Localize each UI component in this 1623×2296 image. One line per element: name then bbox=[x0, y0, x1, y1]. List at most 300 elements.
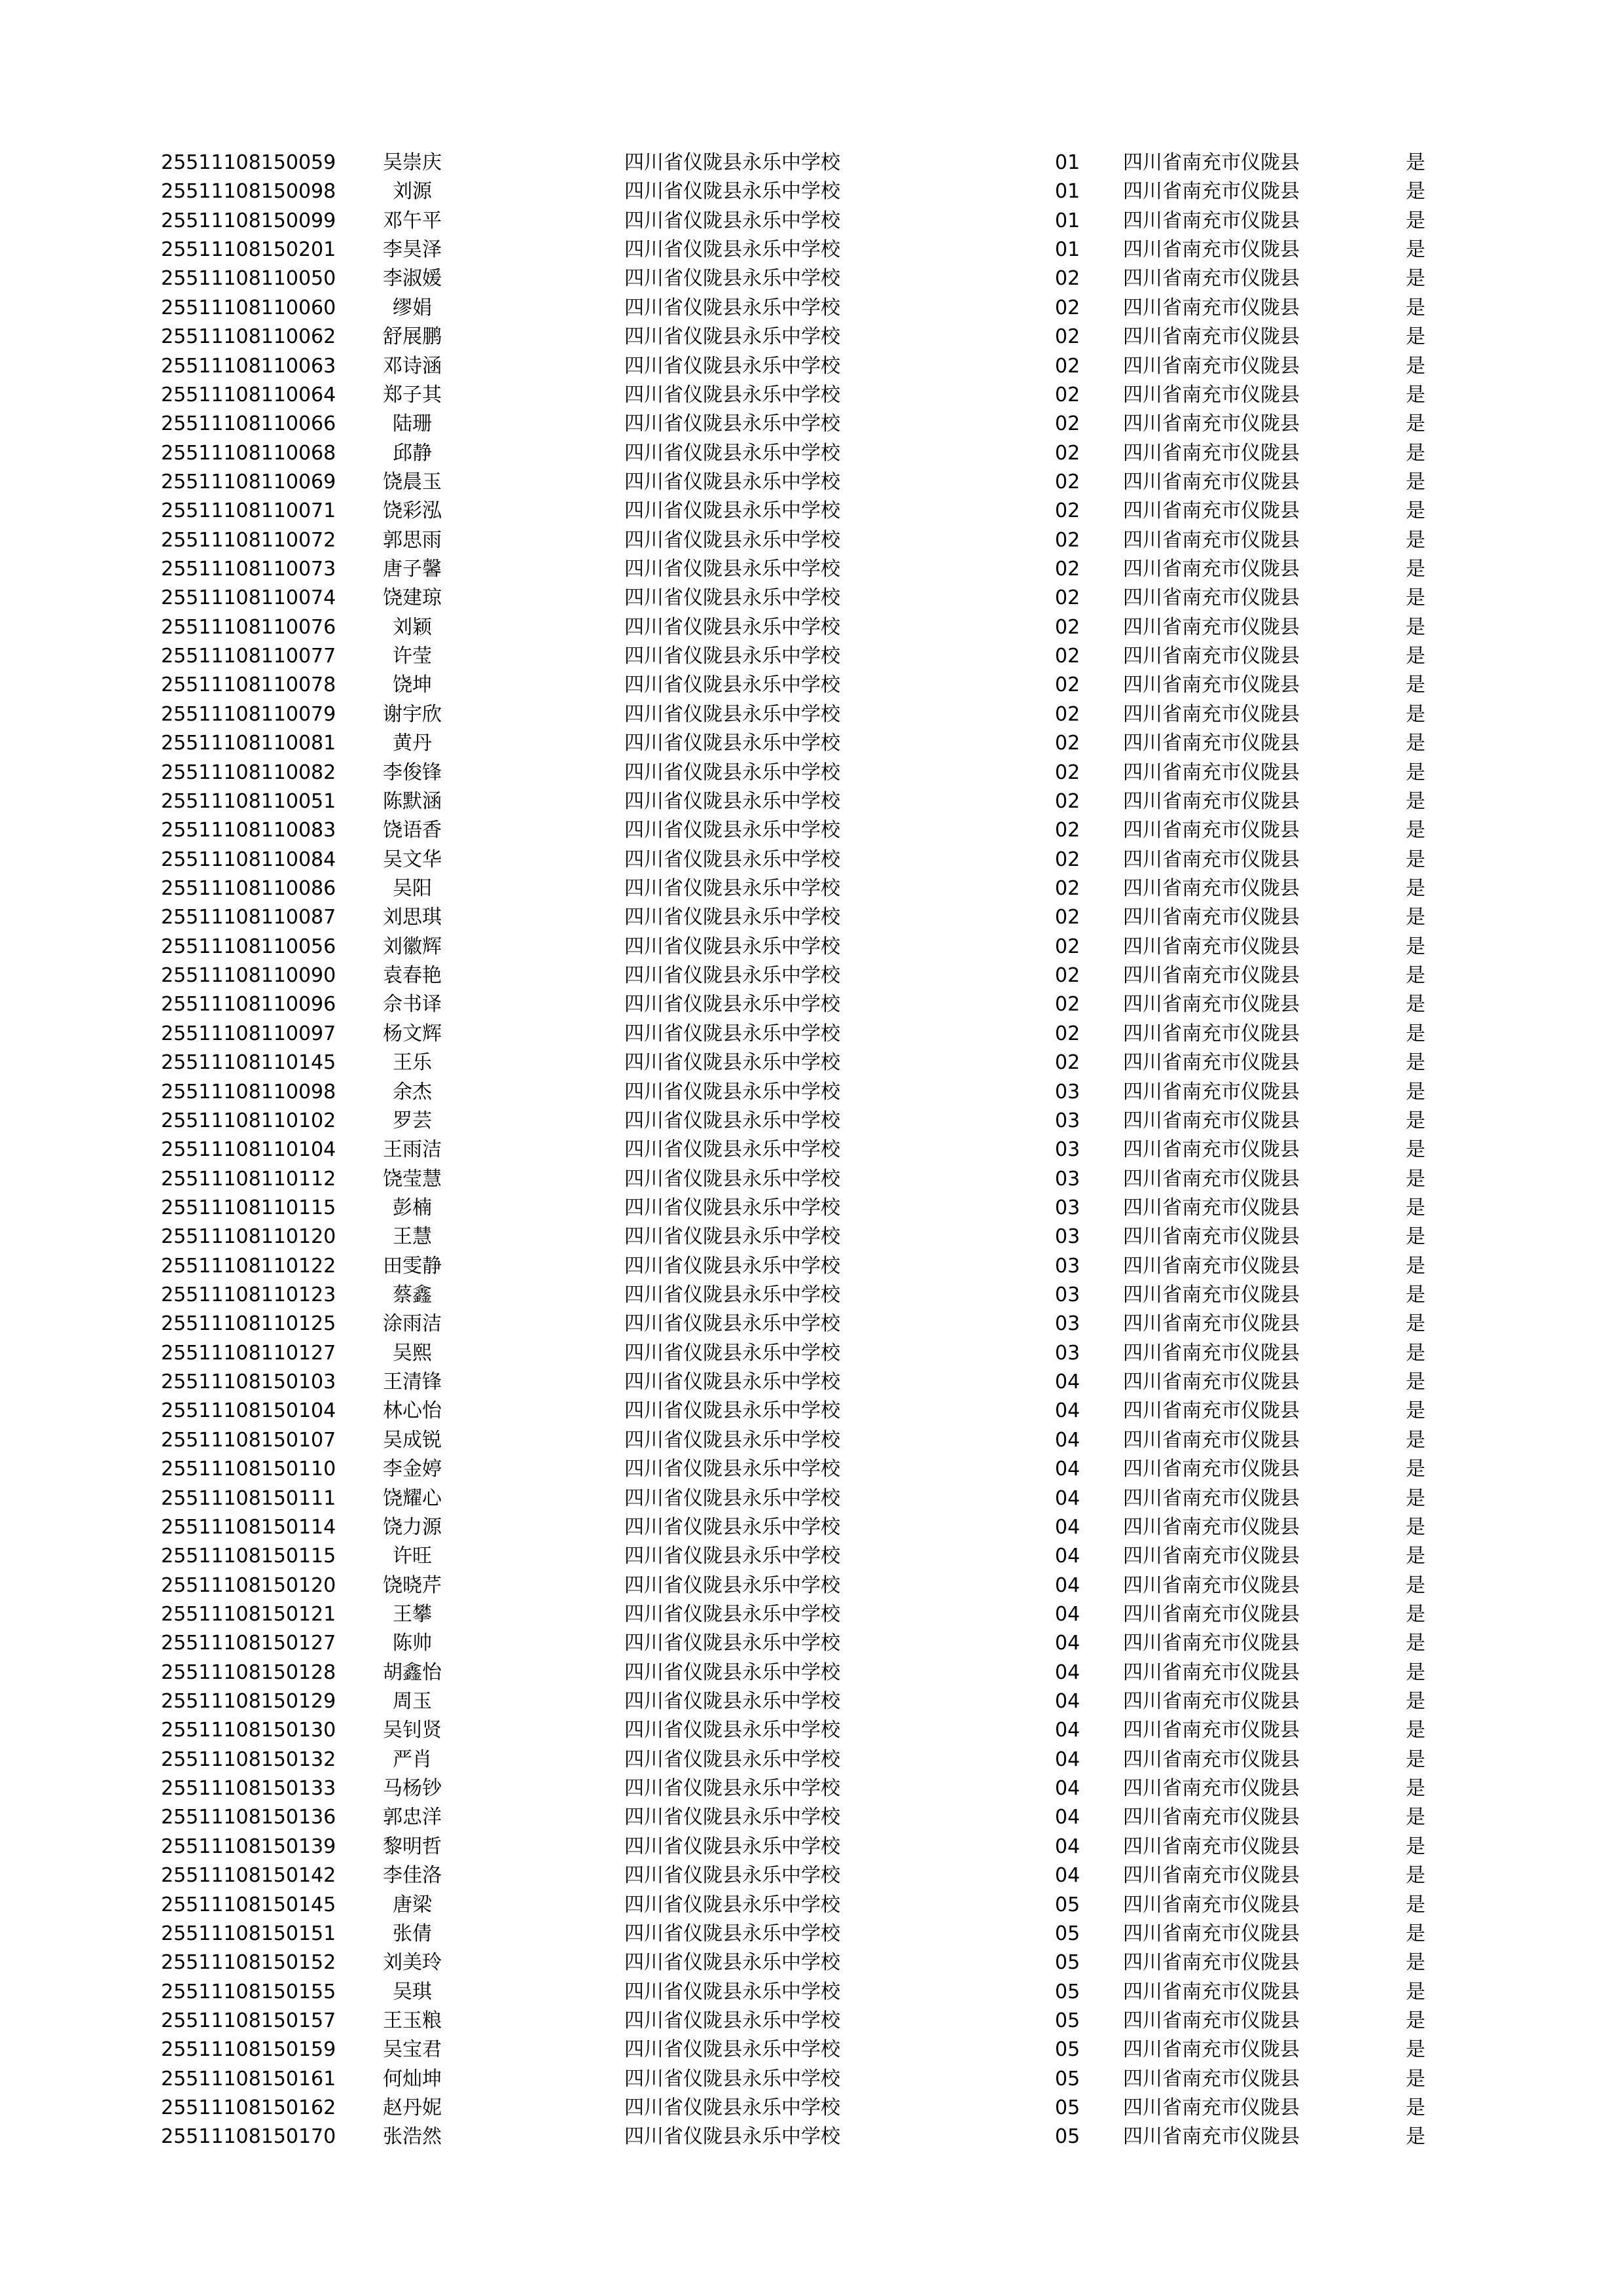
table-row bbox=[0, 1426, 1623, 1455]
status-flag-cell: 是 bbox=[1406, 848, 1425, 871]
school-cell: 四川省仪陇县永乐中学校 bbox=[624, 1080, 840, 1103]
school-cell: 四川省仪陇县永乐中学校 bbox=[624, 1428, 840, 1452]
region-cell: 四川省南充市仪陇县 bbox=[1123, 1022, 1300, 1045]
table-row bbox=[0, 381, 1623, 410]
exam-id-cell: 25511108110120 bbox=[161, 1225, 336, 1249]
school-cell: 四川省仪陇县永乐中学校 bbox=[624, 1486, 840, 1510]
student-name-cell: 饶莹慧 bbox=[383, 1167, 442, 1191]
table-row bbox=[0, 816, 1623, 845]
status-flag-cell: 是 bbox=[1406, 1835, 1425, 1858]
status-flag-cell: 是 bbox=[1406, 412, 1425, 436]
school-cell: 四川省仪陇县永乐中学校 bbox=[624, 1051, 840, 1075]
status-flag-cell: 是 bbox=[1406, 1022, 1425, 1045]
student-name-cell: 谢宇欣 bbox=[383, 702, 442, 726]
region-cell: 四川省南充市仪陇县 bbox=[1123, 848, 1300, 871]
school-cell: 四川省仪陇县永乐中学校 bbox=[624, 1632, 840, 1655]
table-row bbox=[0, 1455, 1623, 1484]
table-row bbox=[0, 1774, 1623, 1803]
student-name-cell: 王清锋 bbox=[383, 1371, 442, 1394]
table-row bbox=[0, 1397, 1623, 1426]
table-row bbox=[0, 1078, 1623, 1107]
table-row bbox=[0, 1687, 1623, 1716]
class-code-cell: 04 bbox=[1055, 1748, 1080, 1771]
table-row bbox=[0, 1136, 1623, 1164]
student-name-cell: 饶力源 bbox=[383, 1515, 442, 1539]
table-row bbox=[0, 1629, 1623, 1658]
class-code-cell: 02 bbox=[1055, 1051, 1080, 1075]
class-code-cell: 02 bbox=[1055, 1022, 1080, 1045]
school-cell: 四川省仪陇县永乐中学校 bbox=[624, 1312, 840, 1336]
student-name-cell: 杨文辉 bbox=[383, 1022, 442, 1045]
school-cell: 四川省仪陇县永乐中学校 bbox=[624, 1167, 840, 1191]
table-row bbox=[0, 1891, 1623, 1920]
status-flag-cell: 是 bbox=[1406, 1399, 1425, 1423]
school-cell: 四川省仪陇县永乐中学校 bbox=[624, 412, 840, 436]
class-code-cell: 04 bbox=[1055, 1864, 1080, 1888]
region-cell: 四川省南充市仪陇县 bbox=[1123, 558, 1300, 581]
exam-id-cell: 25511108110069 bbox=[161, 470, 336, 493]
school-cell: 四川省仪陇县永乐中学校 bbox=[624, 1806, 840, 1829]
region-cell: 四川省南充市仪陇县 bbox=[1123, 1341, 1300, 1365]
exam-id-cell: 25511108150132 bbox=[161, 1748, 336, 1771]
school-cell: 四川省仪陇县永乐中学校 bbox=[624, 1341, 840, 1365]
school-cell: 四川省仪陇县永乐中学校 bbox=[624, 1864, 840, 1888]
region-cell: 四川省南充市仪陇县 bbox=[1123, 1109, 1300, 1132]
exam-id-cell: 25511108150155 bbox=[161, 1980, 336, 2003]
region-cell: 四川省南充市仪陇县 bbox=[1123, 1602, 1300, 1626]
status-flag-cell: 是 bbox=[1406, 441, 1425, 465]
student-name-cell: 黄丹 bbox=[393, 732, 432, 755]
class-code-cell: 04 bbox=[1055, 1486, 1080, 1510]
region-cell: 四川省南充市仪陇县 bbox=[1123, 2096, 1300, 2120]
region-cell: 四川省南充市仪陇县 bbox=[1123, 906, 1300, 929]
table-row bbox=[0, 642, 1623, 671]
region-cell: 四川省南充市仪陇县 bbox=[1123, 1835, 1300, 1858]
table-row bbox=[0, 1920, 1623, 1948]
table-row bbox=[0, 613, 1623, 642]
student-name-cell: 张浩然 bbox=[383, 2125, 442, 2149]
status-flag-cell: 是 bbox=[1406, 1051, 1425, 1075]
exam-id-cell: 25511108150111 bbox=[161, 1486, 336, 1510]
school-cell: 四川省仪陇县永乐中学校 bbox=[624, 876, 840, 900]
school-cell: 四川省仪陇县永乐中学校 bbox=[624, 615, 840, 639]
table-row bbox=[0, 846, 1623, 874]
region-cell: 四川省南充市仪陇县 bbox=[1123, 964, 1300, 988]
student-name-cell: 吴琪 bbox=[393, 1980, 432, 2003]
school-cell: 四川省仪陇县永乐中学校 bbox=[624, 673, 840, 697]
exam-id-cell: 25511108110125 bbox=[161, 1312, 336, 1336]
table-row bbox=[0, 177, 1623, 206]
exam-id-cell: 25511108110074 bbox=[161, 586, 336, 610]
class-code-cell: 02 bbox=[1055, 383, 1080, 406]
table-row bbox=[0, 1165, 1623, 1194]
student-name-cell: 马杨钞 bbox=[383, 1777, 442, 1801]
table-row bbox=[0, 1368, 1623, 1397]
student-name-cell: 许旺 bbox=[393, 1545, 432, 1568]
table-row bbox=[0, 264, 1623, 293]
student-name-cell: 刘颖 bbox=[393, 615, 432, 639]
status-flag-cell: 是 bbox=[1406, 528, 1425, 552]
region-cell: 四川省南充市仪陇县 bbox=[1123, 1980, 1300, 2003]
region-cell: 四川省南充市仪陇县 bbox=[1123, 1312, 1300, 1336]
status-flag-cell: 是 bbox=[1406, 1458, 1425, 1481]
exam-id-cell: 25511108150157 bbox=[161, 2009, 336, 2032]
student-name-cell: 李俊锋 bbox=[383, 761, 442, 784]
table-row bbox=[0, 671, 1623, 700]
table-row bbox=[0, 584, 1623, 613]
student-name-cell: 李昊泽 bbox=[383, 238, 442, 262]
exam-id-cell: 25511108110090 bbox=[161, 964, 336, 988]
status-flag-cell: 是 bbox=[1406, 1254, 1425, 1278]
exam-id-cell: 25511108110098 bbox=[161, 1080, 336, 1103]
status-flag-cell: 是 bbox=[1406, 1690, 1425, 1713]
school-cell: 四川省仪陇县永乐中学校 bbox=[624, 1138, 840, 1162]
class-code-cell: 02 bbox=[1055, 325, 1080, 349]
status-flag-cell: 是 bbox=[1406, 732, 1425, 755]
status-flag-cell: 是 bbox=[1406, 2009, 1425, 2032]
status-flag-cell: 是 bbox=[1406, 702, 1425, 726]
exam-id-cell: 25511108110104 bbox=[161, 1138, 336, 1162]
status-flag-cell: 是 bbox=[1406, 1573, 1425, 1597]
region-cell: 四川省南充市仪陇县 bbox=[1123, 383, 1300, 406]
table-row bbox=[0, 294, 1623, 323]
exam-id-cell: 25511108110072 bbox=[161, 528, 336, 552]
class-code-cell: 02 bbox=[1055, 615, 1080, 639]
student-name-cell: 王乐 bbox=[393, 1051, 432, 1075]
table-row bbox=[0, 874, 1623, 903]
student-name-cell: 邓午平 bbox=[383, 209, 442, 232]
exam-id-cell: 25511108110081 bbox=[161, 732, 336, 755]
school-cell: 四川省仪陇县永乐中学校 bbox=[624, 238, 840, 262]
exam-id-cell: 25511108150152 bbox=[161, 1951, 336, 1975]
table-row bbox=[0, 1746, 1623, 1774]
school-cell: 四川省仪陇县永乐中学校 bbox=[624, 702, 840, 726]
region-cell: 四川省南充市仪陇县 bbox=[1123, 876, 1300, 900]
student-name-cell: 饶建琼 bbox=[383, 586, 442, 610]
school-cell: 四川省仪陇县永乐中学校 bbox=[624, 1225, 840, 1249]
table-row bbox=[0, 729, 1623, 758]
region-cell: 四川省南充市仪陇县 bbox=[1123, 732, 1300, 755]
status-flag-cell: 是 bbox=[1406, 1371, 1425, 1394]
school-cell: 四川省仪陇县永乐中学校 bbox=[624, 1748, 840, 1771]
school-cell: 四川省仪陇县永乐中学校 bbox=[624, 2096, 840, 2120]
status-flag-cell: 是 bbox=[1406, 325, 1425, 349]
table-row bbox=[0, 1339, 1623, 1368]
exam-id-cell: 25511108110087 bbox=[161, 906, 336, 929]
class-code-cell: 02 bbox=[1055, 819, 1080, 842]
school-cell: 四川省仪陇县永乐中学校 bbox=[624, 586, 840, 610]
student-name-cell: 黎明哲 bbox=[383, 1835, 442, 1858]
exam-id-cell: 25511108150139 bbox=[161, 1835, 336, 1858]
school-cell: 四川省仪陇县永乐中学校 bbox=[624, 964, 840, 988]
student-name-cell: 袁春艳 bbox=[383, 964, 442, 988]
class-code-cell: 04 bbox=[1055, 1399, 1080, 1423]
exam-id-cell: 25511108150110 bbox=[161, 1458, 336, 1481]
student-name-cell: 陈默涵 bbox=[383, 789, 442, 813]
exam-id-cell: 25511108150059 bbox=[161, 151, 336, 174]
student-name-cell: 许莹 bbox=[393, 645, 432, 668]
status-flag-cell: 是 bbox=[1406, 1632, 1425, 1655]
school-cell: 四川省仪陇县永乐中学校 bbox=[624, 2125, 840, 2149]
school-cell: 四川省仪陇县永乐中学校 bbox=[624, 1690, 840, 1713]
class-code-cell: 03 bbox=[1055, 1312, 1080, 1336]
status-flag-cell: 是 bbox=[1406, 1777, 1425, 1801]
student-name-cell: 舒展鹏 bbox=[383, 325, 442, 349]
status-flag-cell: 是 bbox=[1406, 1283, 1425, 1307]
table-row bbox=[0, 1542, 1623, 1571]
region-cell: 四川省南充市仪陇县 bbox=[1123, 1748, 1300, 1771]
exam-id-cell: 25511108110096 bbox=[161, 993, 336, 1016]
exam-id-cell: 25511108110079 bbox=[161, 702, 336, 726]
student-name-cell: 饶坤 bbox=[393, 673, 432, 697]
status-flag-cell: 是 bbox=[1406, 470, 1425, 493]
student-name-cell: 彭楠 bbox=[393, 1196, 432, 1219]
school-cell: 四川省仪陇县永乐中学校 bbox=[624, 1951, 840, 1975]
class-code-cell: 05 bbox=[1055, 2096, 1080, 2120]
status-flag-cell: 是 bbox=[1406, 645, 1425, 668]
status-flag-cell: 是 bbox=[1406, 1167, 1425, 1191]
school-cell: 四川省仪陇县永乐中学校 bbox=[624, 761, 840, 784]
exam-id-cell: 25511108110063 bbox=[161, 354, 336, 378]
student-name-cell: 吴成锐 bbox=[383, 1428, 442, 1452]
status-flag-cell: 是 bbox=[1406, 1486, 1425, 1510]
student-name-cell: 李淑媛 bbox=[383, 267, 442, 291]
school-cell: 四川省仪陇县永乐中学校 bbox=[624, 1109, 840, 1132]
student-name-cell: 罗芸 bbox=[393, 1109, 432, 1132]
status-flag-cell: 是 bbox=[1406, 383, 1425, 406]
student-name-cell: 邓诗涵 bbox=[383, 354, 442, 378]
table-row bbox=[0, 555, 1623, 584]
class-code-cell: 02 bbox=[1055, 876, 1080, 900]
school-cell: 四川省仪陇县永乐中学校 bbox=[624, 1515, 840, 1539]
class-code-cell: 03 bbox=[1055, 1109, 1080, 1132]
exam-id-cell: 25511108150128 bbox=[161, 1660, 336, 1684]
status-flag-cell: 是 bbox=[1406, 964, 1425, 988]
region-cell: 四川省南充市仪陇县 bbox=[1123, 1777, 1300, 1801]
school-cell: 四川省仪陇县永乐中学校 bbox=[624, 1980, 840, 2003]
exam-id-cell: 25511108150120 bbox=[161, 1573, 336, 1597]
class-code-cell: 02 bbox=[1055, 354, 1080, 378]
status-flag-cell: 是 bbox=[1406, 935, 1425, 958]
school-cell: 四川省仪陇县永乐中学校 bbox=[624, 906, 840, 929]
status-flag-cell: 是 bbox=[1406, 1748, 1425, 1771]
student-name-cell: 吴阳 bbox=[393, 876, 432, 900]
class-code-cell: 02 bbox=[1055, 558, 1080, 581]
exam-id-cell: 25511108110068 bbox=[161, 441, 336, 465]
status-flag-cell: 是 bbox=[1406, 1951, 1425, 1975]
status-flag-cell: 是 bbox=[1406, 761, 1425, 784]
school-cell: 四川省仪陇县永乐中学校 bbox=[624, 470, 840, 493]
exam-id-cell: 25511108150114 bbox=[161, 1515, 336, 1539]
school-cell: 四川省仪陇县永乐中学校 bbox=[624, 1777, 840, 1801]
student-name-cell: 唐梁 bbox=[393, 1893, 432, 1916]
status-flag-cell: 是 bbox=[1406, 180, 1425, 204]
school-cell: 四川省仪陇县永乐中学校 bbox=[624, 2009, 840, 2032]
region-cell: 四川省南充市仪陇县 bbox=[1123, 1573, 1300, 1597]
class-code-cell: 02 bbox=[1055, 267, 1080, 291]
student-name-cell: 刘思琪 bbox=[383, 906, 442, 929]
region-cell: 四川省南充市仪陇县 bbox=[1123, 1951, 1300, 1975]
class-code-cell: 02 bbox=[1055, 499, 1080, 523]
class-code-cell: 02 bbox=[1055, 964, 1080, 988]
class-code-cell: 04 bbox=[1055, 1690, 1080, 1713]
student-name-cell: 李金婷 bbox=[383, 1458, 442, 1481]
exam-id-cell: 25511108150103 bbox=[161, 1371, 336, 1394]
class-code-cell: 02 bbox=[1055, 993, 1080, 1016]
table-row bbox=[0, 1310, 1623, 1338]
table-row bbox=[0, 2065, 1623, 2094]
exam-id-cell: 25511108110122 bbox=[161, 1254, 336, 1278]
class-code-cell: 05 bbox=[1055, 1893, 1080, 1916]
class-code-cell: 04 bbox=[1055, 1428, 1080, 1452]
exam-id-cell: 25511108110123 bbox=[161, 1283, 336, 1307]
exam-id-cell: 25511108110077 bbox=[161, 645, 336, 668]
table-row bbox=[0, 1107, 1623, 1136]
student-name-cell: 郭忠洋 bbox=[383, 1806, 442, 1829]
table-row bbox=[0, 439, 1623, 468]
region-cell: 四川省南充市仪陇县 bbox=[1123, 2125, 1300, 2149]
status-flag-cell: 是 bbox=[1406, 876, 1425, 900]
region-cell: 四川省南充市仪陇县 bbox=[1123, 180, 1300, 204]
region-cell: 四川省南充市仪陇县 bbox=[1123, 761, 1300, 784]
region-cell: 四川省南充市仪陇县 bbox=[1123, 1428, 1300, 1452]
region-cell: 四川省南充市仪陇县 bbox=[1123, 1196, 1300, 1219]
region-cell: 四川省南充市仪陇县 bbox=[1123, 528, 1300, 552]
region-cell: 四川省南充市仪陇县 bbox=[1123, 1254, 1300, 1278]
status-flag-cell: 是 bbox=[1406, 1138, 1425, 1162]
table-row bbox=[0, 1194, 1623, 1223]
status-flag-cell: 是 bbox=[1406, 1602, 1425, 1626]
region-cell: 四川省南充市仪陇县 bbox=[1123, 470, 1300, 493]
school-cell: 四川省仪陇县永乐中学校 bbox=[624, 1022, 840, 1045]
class-code-cell: 01 bbox=[1055, 238, 1080, 262]
student-name-cell: 张倩 bbox=[393, 1922, 432, 1945]
exam-id-cell: 25511108110062 bbox=[161, 325, 336, 349]
table-row bbox=[0, 787, 1623, 816]
region-cell: 四川省南充市仪陇县 bbox=[1123, 1138, 1300, 1162]
region-cell: 四川省南充市仪陇县 bbox=[1123, 645, 1300, 668]
region-cell: 四川省南充市仪陇县 bbox=[1123, 1922, 1300, 1945]
exam-id-cell: 25511108150136 bbox=[161, 1806, 336, 1829]
status-flag-cell: 是 bbox=[1406, 1980, 1425, 2003]
class-code-cell: 02 bbox=[1055, 441, 1080, 465]
table-row bbox=[0, 236, 1623, 264]
region-cell: 四川省南充市仪陇县 bbox=[1123, 2009, 1300, 2032]
exam-id-cell: 25511108150121 bbox=[161, 1602, 336, 1626]
class-code-cell: 02 bbox=[1055, 789, 1080, 813]
student-name-cell: 蔡鑫 bbox=[393, 1283, 432, 1307]
class-code-cell: 04 bbox=[1055, 1806, 1080, 1829]
class-code-cell: 05 bbox=[1055, 1922, 1080, 1945]
class-code-cell: 02 bbox=[1055, 673, 1080, 697]
status-flag-cell: 是 bbox=[1406, 2038, 1425, 2062]
table-row bbox=[0, 1020, 1623, 1049]
class-code-cell: 02 bbox=[1055, 906, 1080, 929]
school-cell: 四川省仪陇县永乐中学校 bbox=[624, 2038, 840, 2062]
school-cell: 四川省仪陇县永乐中学校 bbox=[624, 325, 840, 349]
table-row bbox=[0, 1513, 1623, 1542]
exam-id-cell: 25511108110083 bbox=[161, 819, 336, 842]
class-code-cell: 04 bbox=[1055, 1458, 1080, 1481]
school-cell: 四川省仪陇县永乐中学校 bbox=[624, 1922, 840, 1945]
status-flag-cell: 是 bbox=[1406, 238, 1425, 262]
status-flag-cell: 是 bbox=[1406, 499, 1425, 523]
status-flag-cell: 是 bbox=[1406, 1864, 1425, 1888]
table-row bbox=[0, 468, 1623, 497]
region-cell: 四川省南充市仪陇县 bbox=[1123, 1893, 1300, 1916]
status-flag-cell: 是 bbox=[1406, 1893, 1425, 1916]
table-row bbox=[0, 1600, 1623, 1629]
school-cell: 四川省仪陇县永乐中学校 bbox=[624, 499, 840, 523]
class-code-cell: 04 bbox=[1055, 1602, 1080, 1626]
region-cell: 四川省南充市仪陇县 bbox=[1123, 1458, 1300, 1481]
table-row bbox=[0, 497, 1623, 526]
school-cell: 四川省仪陇县永乐中学校 bbox=[624, 2067, 840, 2090]
status-flag-cell: 是 bbox=[1406, 1312, 1425, 1336]
school-cell: 四川省仪陇县永乐中学校 bbox=[624, 1602, 840, 1626]
exam-id-cell: 25511108150161 bbox=[161, 2067, 336, 2090]
student-name-cell: 林心怡 bbox=[383, 1399, 442, 1423]
region-cell: 四川省南充市仪陇县 bbox=[1123, 1864, 1300, 1888]
status-flag-cell: 是 bbox=[1406, 267, 1425, 291]
table-row bbox=[0, 526, 1623, 555]
student-name-cell: 饶晓芹 bbox=[383, 1573, 442, 1597]
status-flag-cell: 是 bbox=[1406, 1341, 1425, 1365]
student-name-cell: 王慧 bbox=[393, 1225, 432, 1249]
exam-id-cell: 25511108150129 bbox=[161, 1690, 336, 1713]
region-cell: 四川省南充市仪陇县 bbox=[1123, 702, 1300, 726]
school-cell: 四川省仪陇县永乐中学校 bbox=[624, 1371, 840, 1394]
school-cell: 四川省仪陇县永乐中学校 bbox=[624, 1545, 840, 1568]
status-flag-cell: 是 bbox=[1406, 209, 1425, 232]
exam-id-cell: 25511108150162 bbox=[161, 2096, 336, 2120]
exam-id-cell: 25511108110115 bbox=[161, 1196, 336, 1219]
table-row bbox=[0, 933, 1623, 961]
region-cell: 四川省南充市仪陇县 bbox=[1123, 267, 1300, 291]
region-cell: 四川省南充市仪陇县 bbox=[1123, 1051, 1300, 1075]
student-name-cell: 王攀 bbox=[393, 1602, 432, 1626]
status-flag-cell: 是 bbox=[1406, 1806, 1425, 1829]
student-name-cell: 饶语香 bbox=[383, 819, 442, 842]
class-code-cell: 05 bbox=[1055, 2038, 1080, 2062]
class-code-cell: 02 bbox=[1055, 586, 1080, 610]
student-name-cell: 刘源 bbox=[393, 180, 432, 204]
region-cell: 四川省南充市仪陇县 bbox=[1123, 209, 1300, 232]
table-row bbox=[0, 1223, 1623, 1251]
status-flag-cell: 是 bbox=[1406, 296, 1425, 319]
class-code-cell: 02 bbox=[1055, 935, 1080, 958]
class-code-cell: 03 bbox=[1055, 1138, 1080, 1162]
region-cell: 四川省南充市仪陇县 bbox=[1123, 1080, 1300, 1103]
exam-id-cell: 25511108110084 bbox=[161, 848, 336, 871]
table-row bbox=[0, 1716, 1623, 1745]
student-name-cell: 郭思雨 bbox=[383, 528, 442, 552]
class-code-cell: 02 bbox=[1055, 848, 1080, 871]
exam-id-cell: 25511108150133 bbox=[161, 1777, 336, 1801]
student-name-cell: 饶晨玉 bbox=[383, 470, 442, 493]
student-name-cell: 缪娟 bbox=[393, 296, 432, 319]
table-row bbox=[0, 1571, 1623, 1600]
school-cell: 四川省仪陇县永乐中学校 bbox=[624, 645, 840, 668]
school-cell: 四川省仪陇县永乐中学校 bbox=[624, 354, 840, 378]
exam-id-cell: 25511108110082 bbox=[161, 761, 336, 784]
region-cell: 四川省南充市仪陇县 bbox=[1123, 586, 1300, 610]
region-cell: 四川省南充市仪陇县 bbox=[1123, 354, 1300, 378]
class-code-cell: 04 bbox=[1055, 1777, 1080, 1801]
status-flag-cell: 是 bbox=[1406, 1196, 1425, 1219]
table-row bbox=[0, 1049, 1623, 1077]
status-flag-cell: 是 bbox=[1406, 1109, 1425, 1132]
